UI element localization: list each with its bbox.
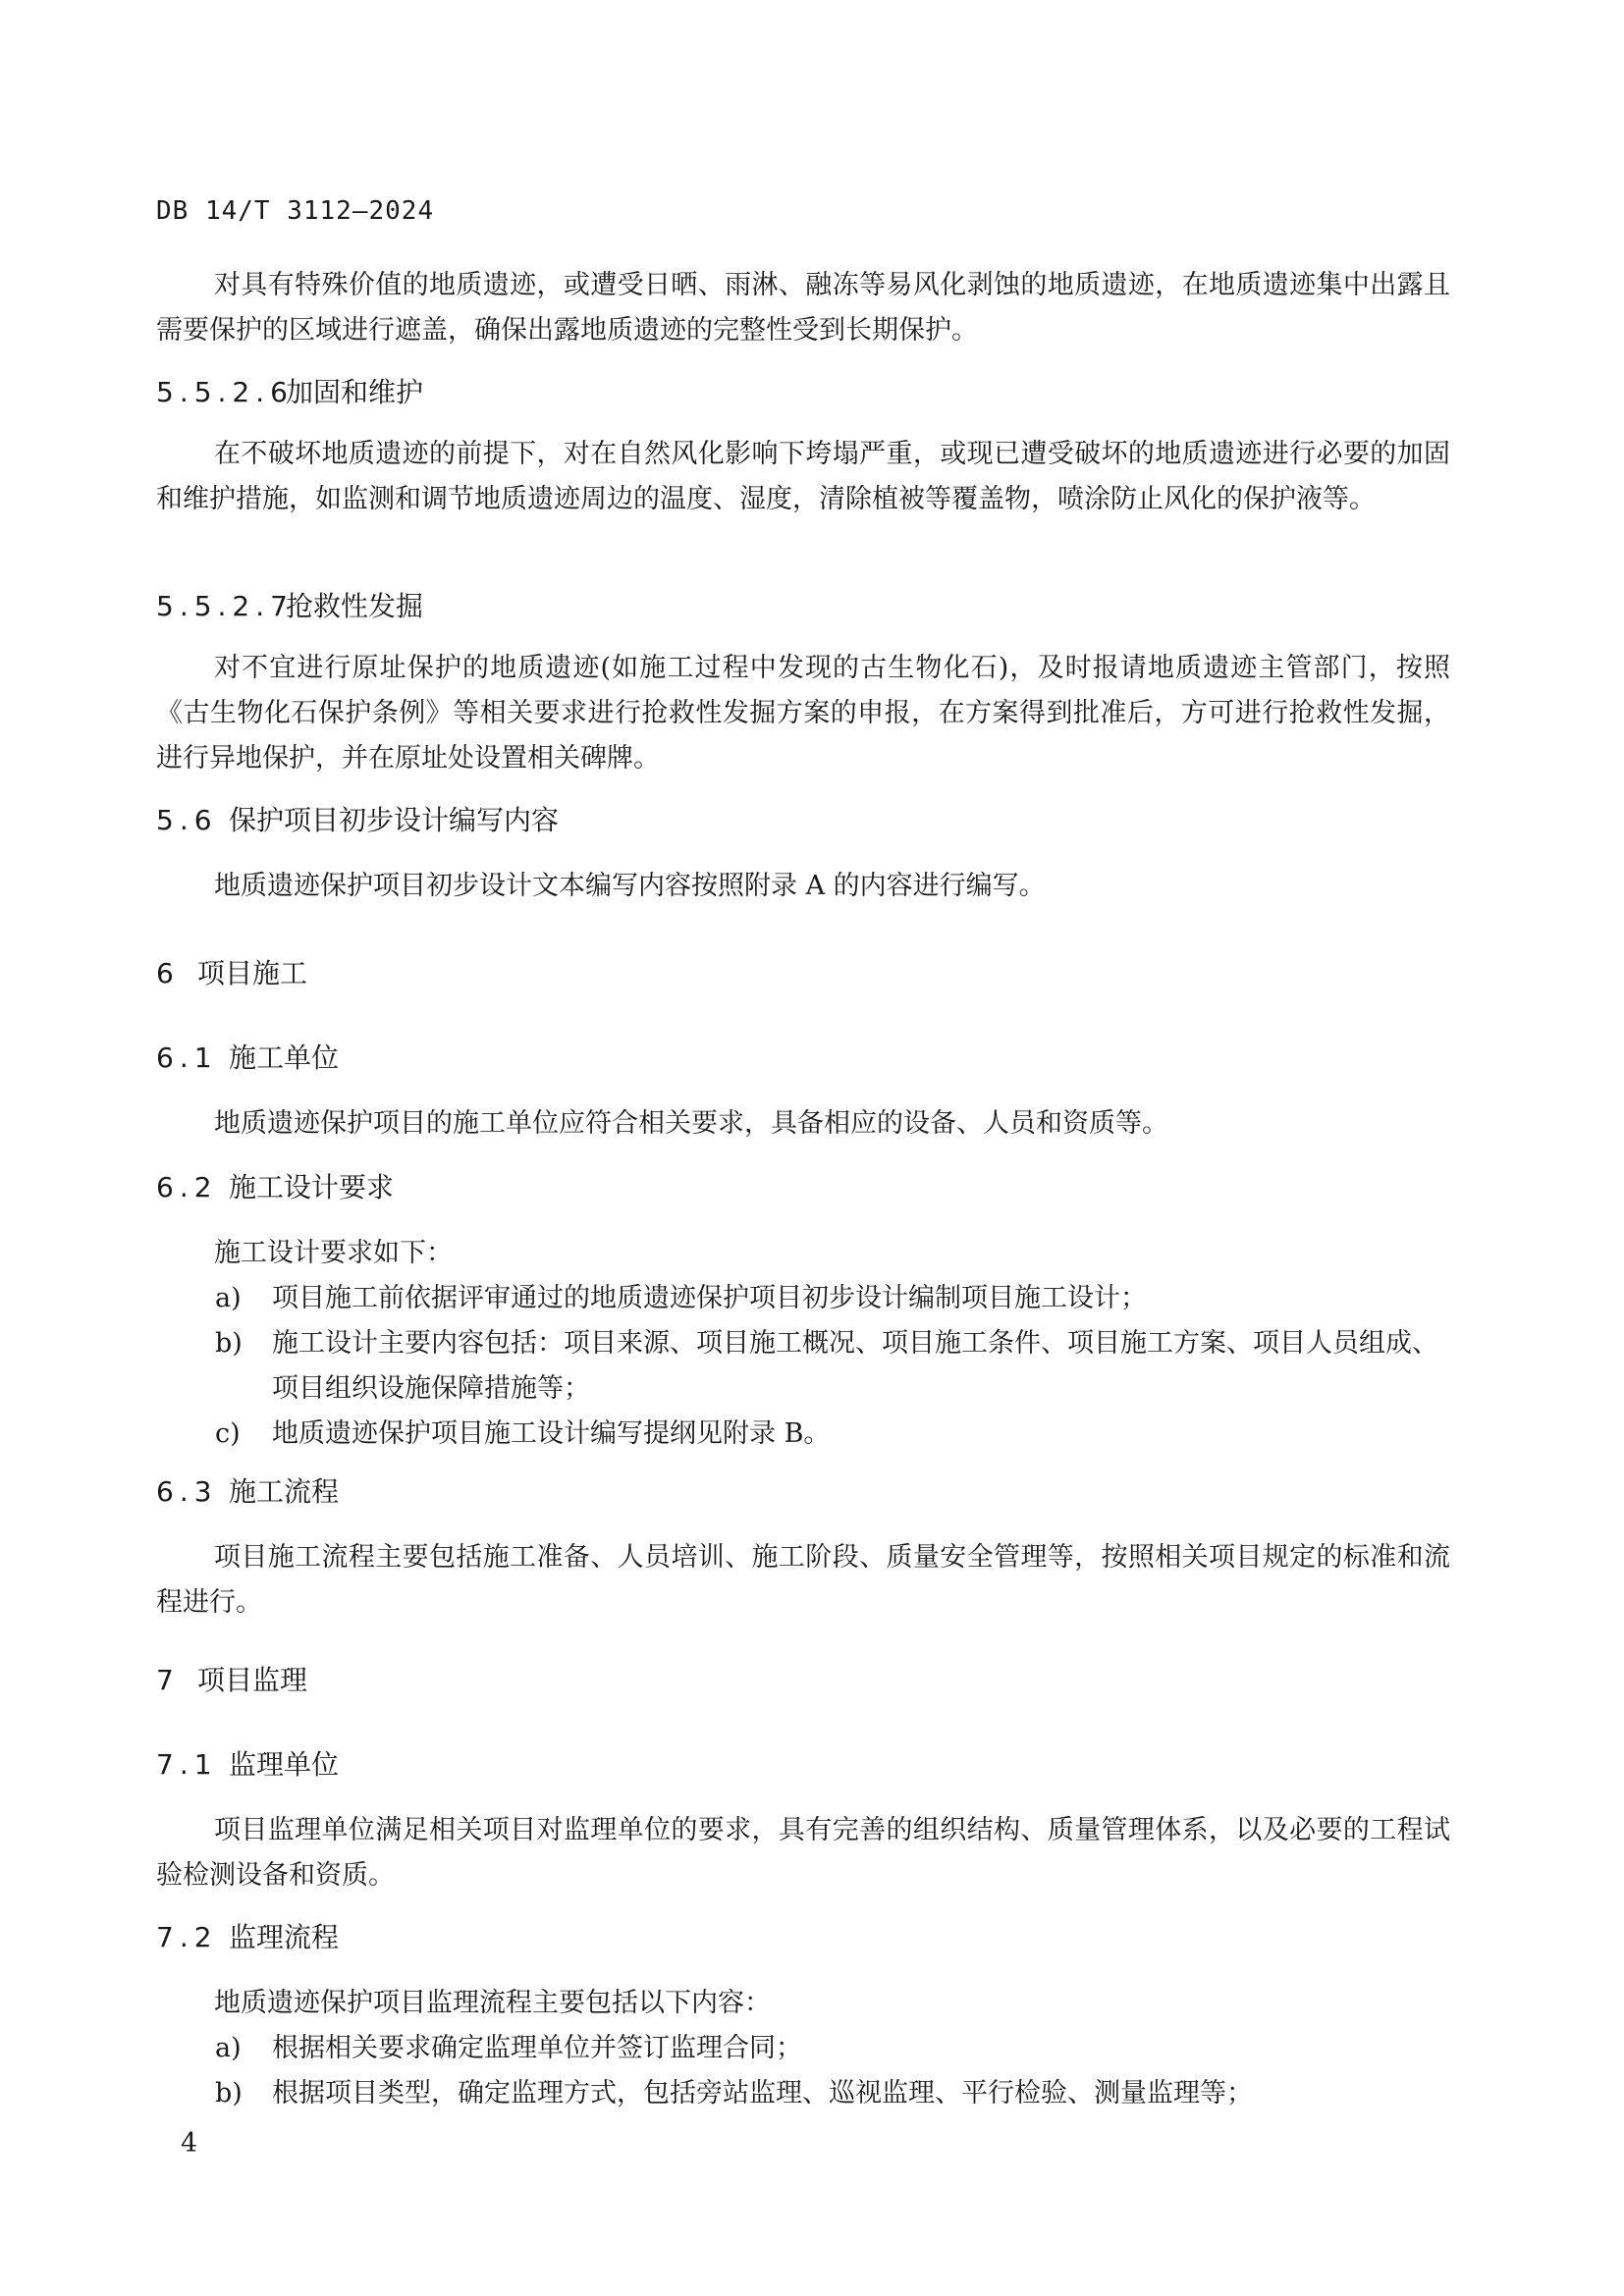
heading-63 — [156, 1472, 1450, 1512]
document-header-id: DB 14/T 3112—2024 — [156, 196, 435, 226]
heading-71 — [156, 1745, 1450, 1785]
heading-number: 5.5.2.6 — [156, 376, 294, 408]
heading-number: 7.2 — [156, 1921, 218, 1953]
heading-56 — [156, 801, 1450, 840]
heading-number: 6.2 — [156, 1171, 218, 1203]
list-item — [156, 2026, 1450, 2071]
paragraph-56 — [156, 864, 1450, 909]
paragraph-61 — [156, 1101, 1450, 1147]
heading-number: 6.1 — [156, 1041, 218, 1074]
heading-title: 监理单位 — [229, 1748, 340, 1781]
section-62-body — [156, 1231, 1450, 1457]
list-text: 根据项目类型，确定监理方式，包括旁站监理、巡视监理、平行检验、测量监理等； — [272, 2078, 1253, 2109]
list-item — [156, 2071, 1450, 2116]
paragraph-intro: 施工设计要求如下： — [214, 1238, 453, 1268]
heading-61 — [156, 1039, 1450, 1078]
heading-title: 项目监理 — [197, 1664, 308, 1696]
heading-5526 — [156, 373, 1450, 412]
heading-number: 7.1 — [156, 1748, 218, 1781]
heading-title: 施工单位 — [229, 1041, 340, 1074]
heading-number: 6 — [156, 957, 180, 989]
heading-title: 施工流程 — [229, 1475, 340, 1508]
paragraph-text: 地质遗迹保护项目的施工单位应符合相关要求，具备相应的设备、人员和资质等。 — [214, 1108, 1168, 1139]
heading-number: 5.5.2.7 — [156, 590, 294, 622]
list-item — [156, 1321, 1450, 1412]
list-text: 地质遗迹保护项目施工设计编写提纲见附录 B。 — [272, 1418, 831, 1449]
paragraph-text: 项目施工流程主要包括施工准备、人员培训、施工阶段、质量安全管理等，按照相关项目规定的标准和流程进行。 — [156, 1542, 1450, 1618]
heading-title: 项目施工 — [197, 957, 308, 989]
paragraph-63 — [156, 1535, 1450, 1626]
paragraph-text: 地质遗迹保护项目初步设计文本编写内容按照附录 A 的内容进行编写。 — [214, 871, 1046, 901]
heading-number: 7 — [156, 1664, 180, 1696]
paragraph-5527 — [156, 646, 1450, 781]
heading-title: 抢救性发掘 — [286, 590, 424, 622]
heading-title: 监理流程 — [229, 1921, 340, 1953]
list-text: 施工设计主要内容包括：项目来源、项目施工概况、项目施工条件、项目施工方案、项目人员组成、项目组织设施保障措施等； — [272, 1328, 1438, 1404]
paragraph-intro: 地质遗迹保护项目监理流程主要包括以下内容： — [214, 1988, 771, 2018]
paragraph-5525-continued — [156, 263, 1450, 353]
page-number: 4 — [181, 2128, 198, 2159]
paragraph-text: 在不破坏地质遗迹的前提下，对在自然风化影响下垮塌严重，或现已遭受破坏的地质遗迹进行必要的加固和维护措施，如监测和调节地质遗迹周边的温度、湿度，清除植被等覆盖物，喷涂防止风化的保护液等。 — [156, 439, 1450, 514]
list-item — [156, 1412, 1450, 1457]
heading-number: 6.3 — [156, 1475, 218, 1508]
list-marker: b) — [215, 2078, 243, 2109]
heading-62 — [156, 1168, 1450, 1207]
paragraph-text: 对不宜进行原址保护的地质遗迹(如施工过程中发现的古生物化石)，及时报请地质遗迹主管部门，按照《古生物化石保护条例》等相关要求进行抢救性发掘方案的申报，在方案得到批准后，方可进行抢救性发掘，进行异地保护，并在原址处设置相关碑牌。 — [156, 653, 1450, 774]
list-marker: b) — [215, 1328, 243, 1359]
heading-title: 保护项目初步设计编写内容 — [229, 804, 560, 836]
list-marker: c) — [215, 1418, 241, 1449]
heading-title: 施工设计要求 — [229, 1171, 395, 1203]
section-72-body — [156, 1981, 1450, 2116]
list-text: 根据相关要求确定监理单位并签订监理合同； — [272, 2033, 802, 2063]
heading-title: 加固和维护 — [286, 376, 424, 408]
list-marker: a) — [215, 1283, 242, 1313]
heading-6 — [156, 954, 1450, 993]
paragraph-text: 对具有特殊价值的地质遗迹，或遭受日晒、雨淋、融冻等易风化剥蚀的地质遗迹，在地质遗迹集中出露且需要保护的区域进行遮盖，确保出露地质遗迹的完整性受到长期保护。 — [156, 270, 1450, 346]
paragraph-text: 项目监理单位满足相关项目对监理单位的要求，具有完善的组织结构、质量管理体系，以及必要的工程试验检测设备和资质。 — [156, 1815, 1450, 1891]
heading-72 — [156, 1918, 1450, 1957]
heading-5527 — [156, 587, 1450, 626]
paragraph-5526 — [156, 432, 1450, 522]
list-marker: a) — [215, 2033, 242, 2063]
heading-7 — [156, 1661, 1450, 1700]
heading-number: 5.6 — [156, 804, 218, 836]
paragraph-71 — [156, 1808, 1450, 1898]
list-text: 项目施工前依据评审通过的地质遗迹保护项目初步设计编制项目施工设计； — [272, 1283, 1147, 1313]
list-item — [156, 1276, 1450, 1321]
